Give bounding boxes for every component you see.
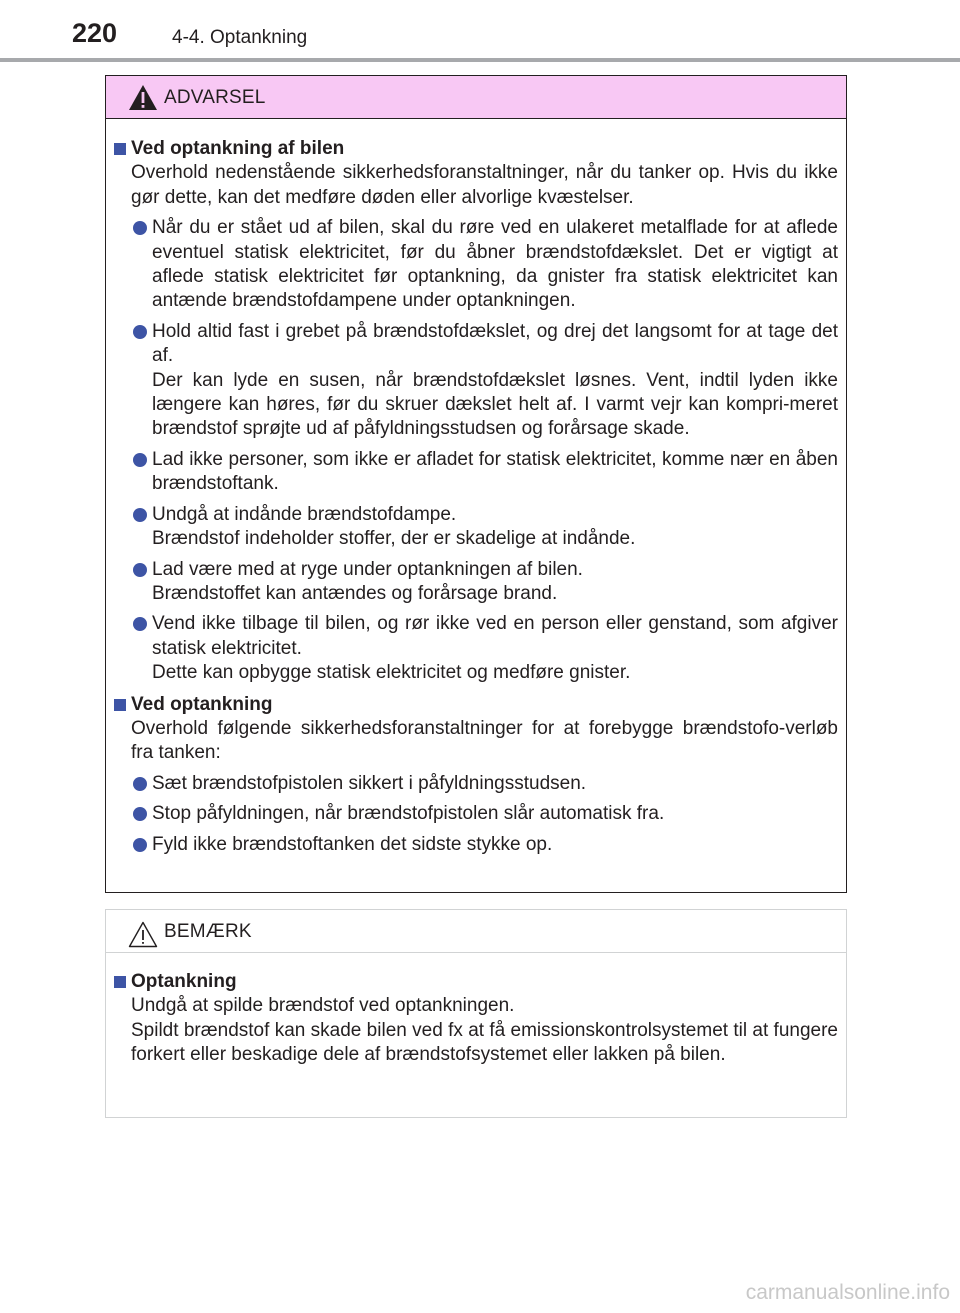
bullet-text: Hold altid fast i grebet på brændstofdækslet, og drej det langsomt for at tage det af. xyxy=(152,320,838,367)
page-header xyxy=(0,0,960,62)
section-title: Ved optankning xyxy=(131,693,273,715)
section-title: Ved optankning af bilen xyxy=(131,138,345,159)
bullet-text: Fyld ikke brændstoftanken det sidste stykke op. xyxy=(152,833,553,855)
warning-body xyxy=(106,119,846,857)
bullet-dot-icon xyxy=(133,221,147,235)
page-number: 220 xyxy=(72,18,118,48)
bullet-text: Sæt brændstofpistolen sikkert i påfyldningsstudsen. xyxy=(152,772,587,794)
list-item xyxy=(131,216,838,314)
watermark: carmanualsonline.info xyxy=(745,1281,950,1304)
bullet-dot-icon xyxy=(133,777,147,791)
bullet-text: Undgå at indånde brændstofdampe. xyxy=(152,503,457,525)
bullet-text: Lad ikke personer, som ikke er afladet for statisk elektricitet, komme nær en åben brændstoftank. xyxy=(152,448,838,495)
bullet-dot-icon xyxy=(133,325,147,339)
list-item xyxy=(131,503,838,552)
bullet-text: Brændstof indeholder stoffer, der er skadelige at indånde. xyxy=(152,528,636,550)
warning-box xyxy=(105,75,847,893)
notice-label: BEMÆRK xyxy=(164,921,252,942)
list-item xyxy=(131,612,838,685)
notice-section xyxy=(112,970,838,1068)
bullet-dot-icon xyxy=(133,838,147,852)
list-item xyxy=(131,802,838,826)
notice-box-header xyxy=(106,910,846,953)
notice-box xyxy=(105,909,847,1118)
warning-section xyxy=(112,693,838,857)
warning-label: ADVARSEL xyxy=(164,87,266,108)
section-square-marker-icon xyxy=(114,976,126,988)
bullet-list xyxy=(131,772,838,857)
section-title: Optankning xyxy=(131,971,237,992)
bullet-dot-icon xyxy=(133,453,147,467)
warning-section xyxy=(112,137,838,686)
header-rule xyxy=(0,58,960,62)
section-square-marker-icon xyxy=(114,143,126,155)
bullet-text: Brændstoffet kan antændes og forårsage brand. xyxy=(152,582,558,604)
warning-box-header xyxy=(106,76,846,119)
bullet-dot-icon xyxy=(133,807,147,821)
list-item xyxy=(131,558,838,607)
notice-line: Undgå at spilde brændstof ved optankningen. xyxy=(131,995,515,1017)
list-item xyxy=(131,320,838,442)
bullet-text: Når du er stået ud af bilen, skal du røre ved en ulakeret metalflade for at aflede eventuel statisk elektricitet, før du åbner brændstofdækslet. Det er vigtigt at aflede statisk elektricitet før optankning, da gnister fra statisk elektricitet kan antænde brændstofdampene under optankningen. xyxy=(152,217,838,312)
bullet-text: Vend ikke tilbage til bilen, og rør ikke ved en person eller genstand, som afgiver statisk elektricitet. xyxy=(152,613,838,659)
bullet-list xyxy=(131,216,838,685)
section-square-marker-icon xyxy=(114,699,126,711)
warning-triangle-icon xyxy=(128,84,158,111)
bullet-text: Der kan lyde en susen, når brændstofdækslet løsnes. Vent, indtil lyden ikke længere kan høres, før du skruer dækslet helt af. I varmt vejr kan kompri-meret brændstof sprøjte ud af påfyldningsstudsen og forårsage skade. xyxy=(152,369,838,440)
notice-line: Spildt brændstof kan skade bilen ved fx at få emissionskontrolsystemet til at fungere forkert eller beskadige dele af brændstofsystemet eller lakken på bilen. xyxy=(131,1019,838,1066)
notice-body xyxy=(106,953,846,1068)
bullet-dot-icon xyxy=(133,508,147,522)
notice-text xyxy=(131,994,838,1067)
bullet-text: Dette kan opbygge statisk elektricitet og medføre gnister. xyxy=(152,662,631,684)
list-item xyxy=(131,448,838,497)
section-intro: Overhold nedenstående sikkerhedsforanstaltninger, når du tanker op. Hvis du ikke gør dette, kan det medføre døden eller alvorlige kvæstelser. xyxy=(131,162,838,208)
list-item xyxy=(131,833,838,857)
list-item xyxy=(131,772,838,796)
bullet-text: Stop påfyldningen, når brændstofpistolen slår automatisk fra. xyxy=(152,803,665,825)
bullet-text: Lad være med at ryge under optankningen af bilen. xyxy=(152,558,583,580)
bullet-dot-icon xyxy=(133,617,147,631)
caution-triangle-icon xyxy=(128,921,158,948)
section-title: 4-4. Optankning xyxy=(172,27,308,48)
bullet-dot-icon xyxy=(133,563,147,577)
section-intro: Overhold følgende sikkerhedsforanstaltninger for at forebygge brændstofo-verløb fra tanken: xyxy=(131,717,838,764)
